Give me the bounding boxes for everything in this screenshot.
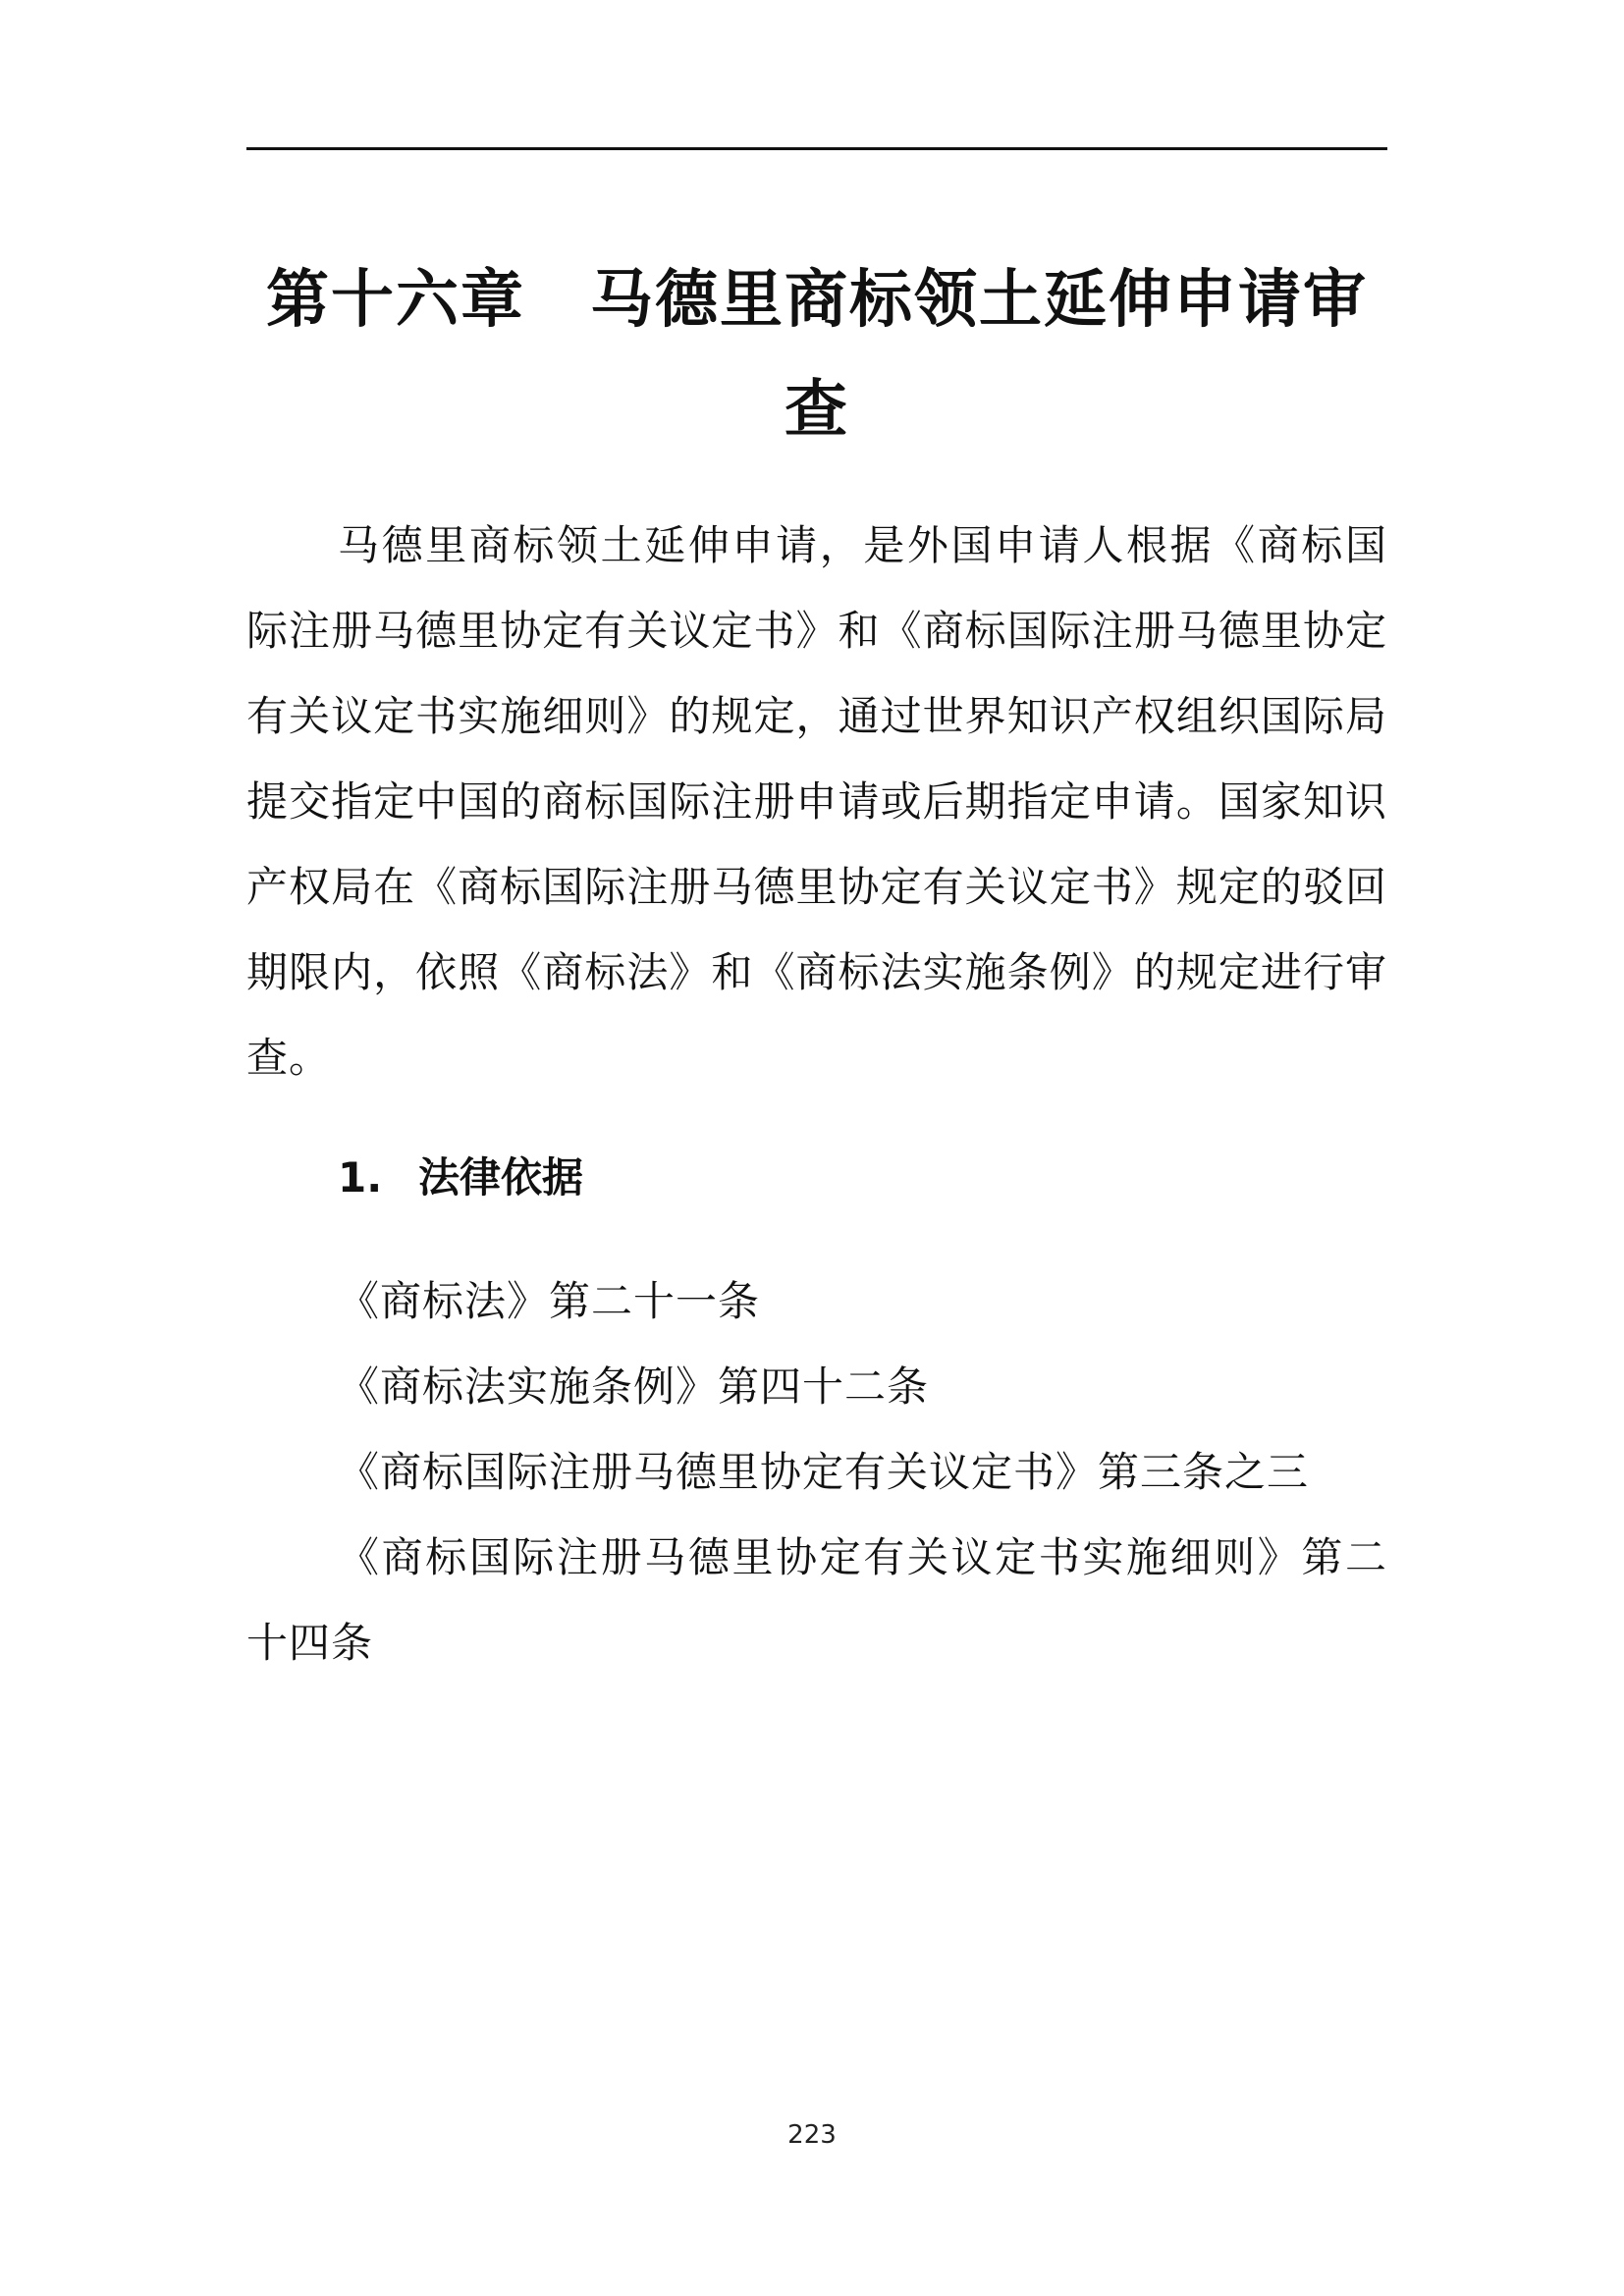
legal-basis-list	[246, 1258, 1387, 1685]
chapter-title	[246, 245, 1387, 465]
legal-basis-item: 《商标法实施条例》第四十二条	[338, 1362, 930, 1411]
chapter-title-line-1: 第十六章 马德里商标领土延伸申请审	[266, 264, 1368, 337]
chapter-title-line-2: 查	[785, 374, 849, 447]
intro-paragraph: 马德里商标领土延伸申请，是外国申请人根据《商标国际注册马德里协定有关议定书》和《商标国际注册马德里协定有关议定书实施细则》的规定，通过世界知识产权组织国际局提交指定中国的商标国际注册申请或后期指定申请。国家知识产权局在《商标国际注册马德里协定有关议定书》规定的驳回期限内，依照《商标法》和《商标法实施条例》的规定进行审查。	[246, 521, 1387, 1082]
legal-basis-item: 《商标国际注册马德里协定有关议定书实施细则》第二十四条	[246, 1533, 1387, 1667]
section-title: 法律依据	[418, 1153, 584, 1201]
page-number: 223	[787, 2120, 837, 2150]
section-number: 1.	[338, 1153, 383, 1201]
section-heading	[338, 1139, 583, 1217]
legal-basis-item: 《商标国际注册马德里协定有关议定书》第三条之三	[338, 1448, 1310, 1496]
header-rule	[246, 147, 1387, 150]
legal-basis-item: 《商标法》第二十一条	[338, 1277, 761, 1325]
